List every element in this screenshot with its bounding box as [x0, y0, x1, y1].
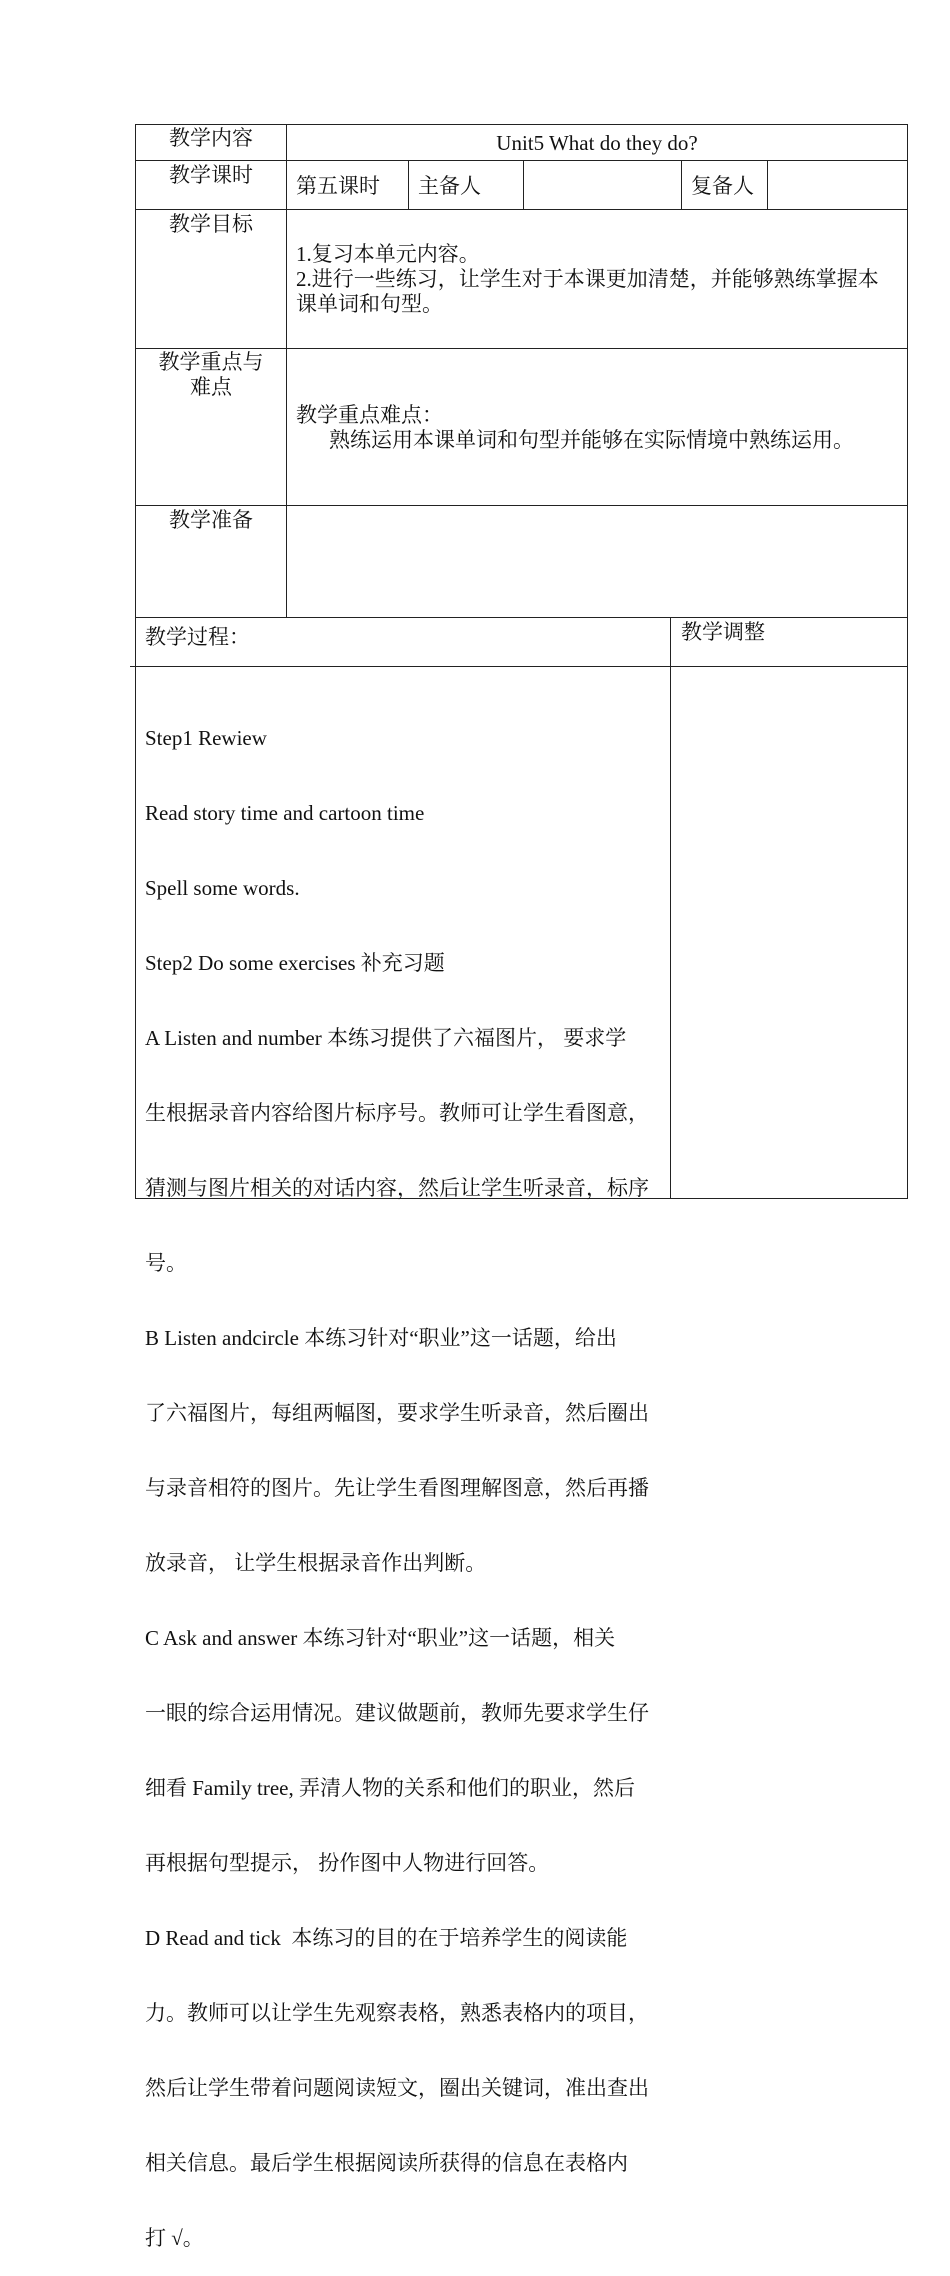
objective-line: 2.进行一些练习，让学生对于本课更加清楚，并能够熟练掌握本: [296, 267, 879, 291]
process-line: B Listen andcircle 本练习针对“职业”这一话题，给出: [145, 1326, 617, 1350]
process-line: 一眼的综合运用情况。建议做题前，教师先要求学生仔: [145, 1701, 649, 1725]
process-line: 然后让学生带着问题阅读短文，圈出关键词，准出查出: [145, 2076, 649, 2100]
objectives-label: 教学目标: [169, 212, 253, 236]
process-line: 猜测与图片相关的对话内容，然后让学生听录音，标序: [145, 1176, 649, 1200]
process-line: 打 √。: [145, 2226, 204, 2250]
period-divider-2: [523, 160, 524, 210]
period-divider-4: [767, 160, 768, 210]
main-preparer-label: 主备人: [418, 174, 481, 198]
key-points-title: 教学重点难点：: [296, 403, 443, 427]
table-border-top: [135, 124, 908, 125]
process-line: 了六福图片，每组两幅图，要求学生听录音，然后圈出: [145, 1401, 649, 1425]
label-column-divider: [286, 124, 287, 618]
process-line: 细看 Family tree, 弄清人物的关系和他们的职业，然后: [145, 1776, 635, 1800]
row-line-2: [135, 209, 908, 210]
content-value: Unit5 What do they do?: [496, 131, 698, 155]
key-points-label: [136, 350, 286, 400]
key-points-text: 熟练运用本课单词和句型并能够在实际情境中熟练运用。: [329, 428, 854, 452]
row-line-3: [135, 348, 908, 349]
process-label: 教学过程：: [145, 625, 250, 649]
process-line: 与录音相符的图片。先让学生看图理解图意，然后再播: [145, 1476, 649, 1500]
row-line-4: [135, 505, 908, 506]
process-line: Step1 Rewiew: [145, 726, 267, 750]
process-content: [145, 676, 662, 2276]
key-points-content: [296, 403, 902, 453]
period-label: 教学课时: [169, 163, 253, 187]
process-line: 相关信息。最后学生根据阅读所获得的信息在表格内: [145, 2151, 628, 2175]
objective-line: 1.复习本单元内容。: [296, 242, 480, 266]
process-line: Spell some words.: [145, 876, 300, 900]
adjust-label: 教学调整: [681, 620, 765, 644]
period-divider-3: [681, 160, 682, 210]
key-points-label-line1: 教学重点与: [158, 350, 264, 374]
process-line: 力。教师可以让学生先观察表格，熟悉表格内的项目，: [145, 2001, 649, 2025]
objectives-text: [296, 242, 902, 317]
process-line: 生根据录音内容给图片标序号。教师可让学生看图意，: [145, 1101, 649, 1125]
period-value: 第五课时: [296, 174, 380, 198]
table-border-right: [907, 124, 908, 1199]
objective-line: 课单词和句型。: [296, 292, 443, 316]
adjust-column-divider: [670, 617, 671, 1199]
process-line: A Listen and number 本练习提供了六福图片， 要求学: [145, 1026, 627, 1050]
process-line: C Ask and answer 本练习针对“职业”这一话题，相关: [145, 1626, 616, 1650]
row-line-1: [135, 160, 908, 161]
period-divider-1: [408, 160, 409, 210]
key-points-label-line2: 难点: [190, 375, 232, 399]
process-line: D Read and tick 本练习的目的在于培养学生的阅读能: [145, 1926, 628, 1950]
co-preparer-label: 复备人: [691, 174, 754, 198]
process-line: Step2 Do some exercises 补充习题: [145, 951, 445, 975]
preparation-label: 教学准备: [169, 508, 253, 532]
content-label: 教学内容: [169, 126, 253, 150]
row-line-6: [130, 666, 908, 667]
process-line: Read story time and cartoon time: [145, 801, 425, 825]
table-border-left: [135, 124, 136, 1199]
process-line: 放录音， 让学生根据录音作出判断。: [145, 1551, 487, 1575]
process-line: 再根据句型提示， 扮作图中人物进行回答。: [145, 1851, 550, 1875]
row-line-5: [135, 617, 908, 618]
process-line: 号。: [145, 1251, 187, 1275]
